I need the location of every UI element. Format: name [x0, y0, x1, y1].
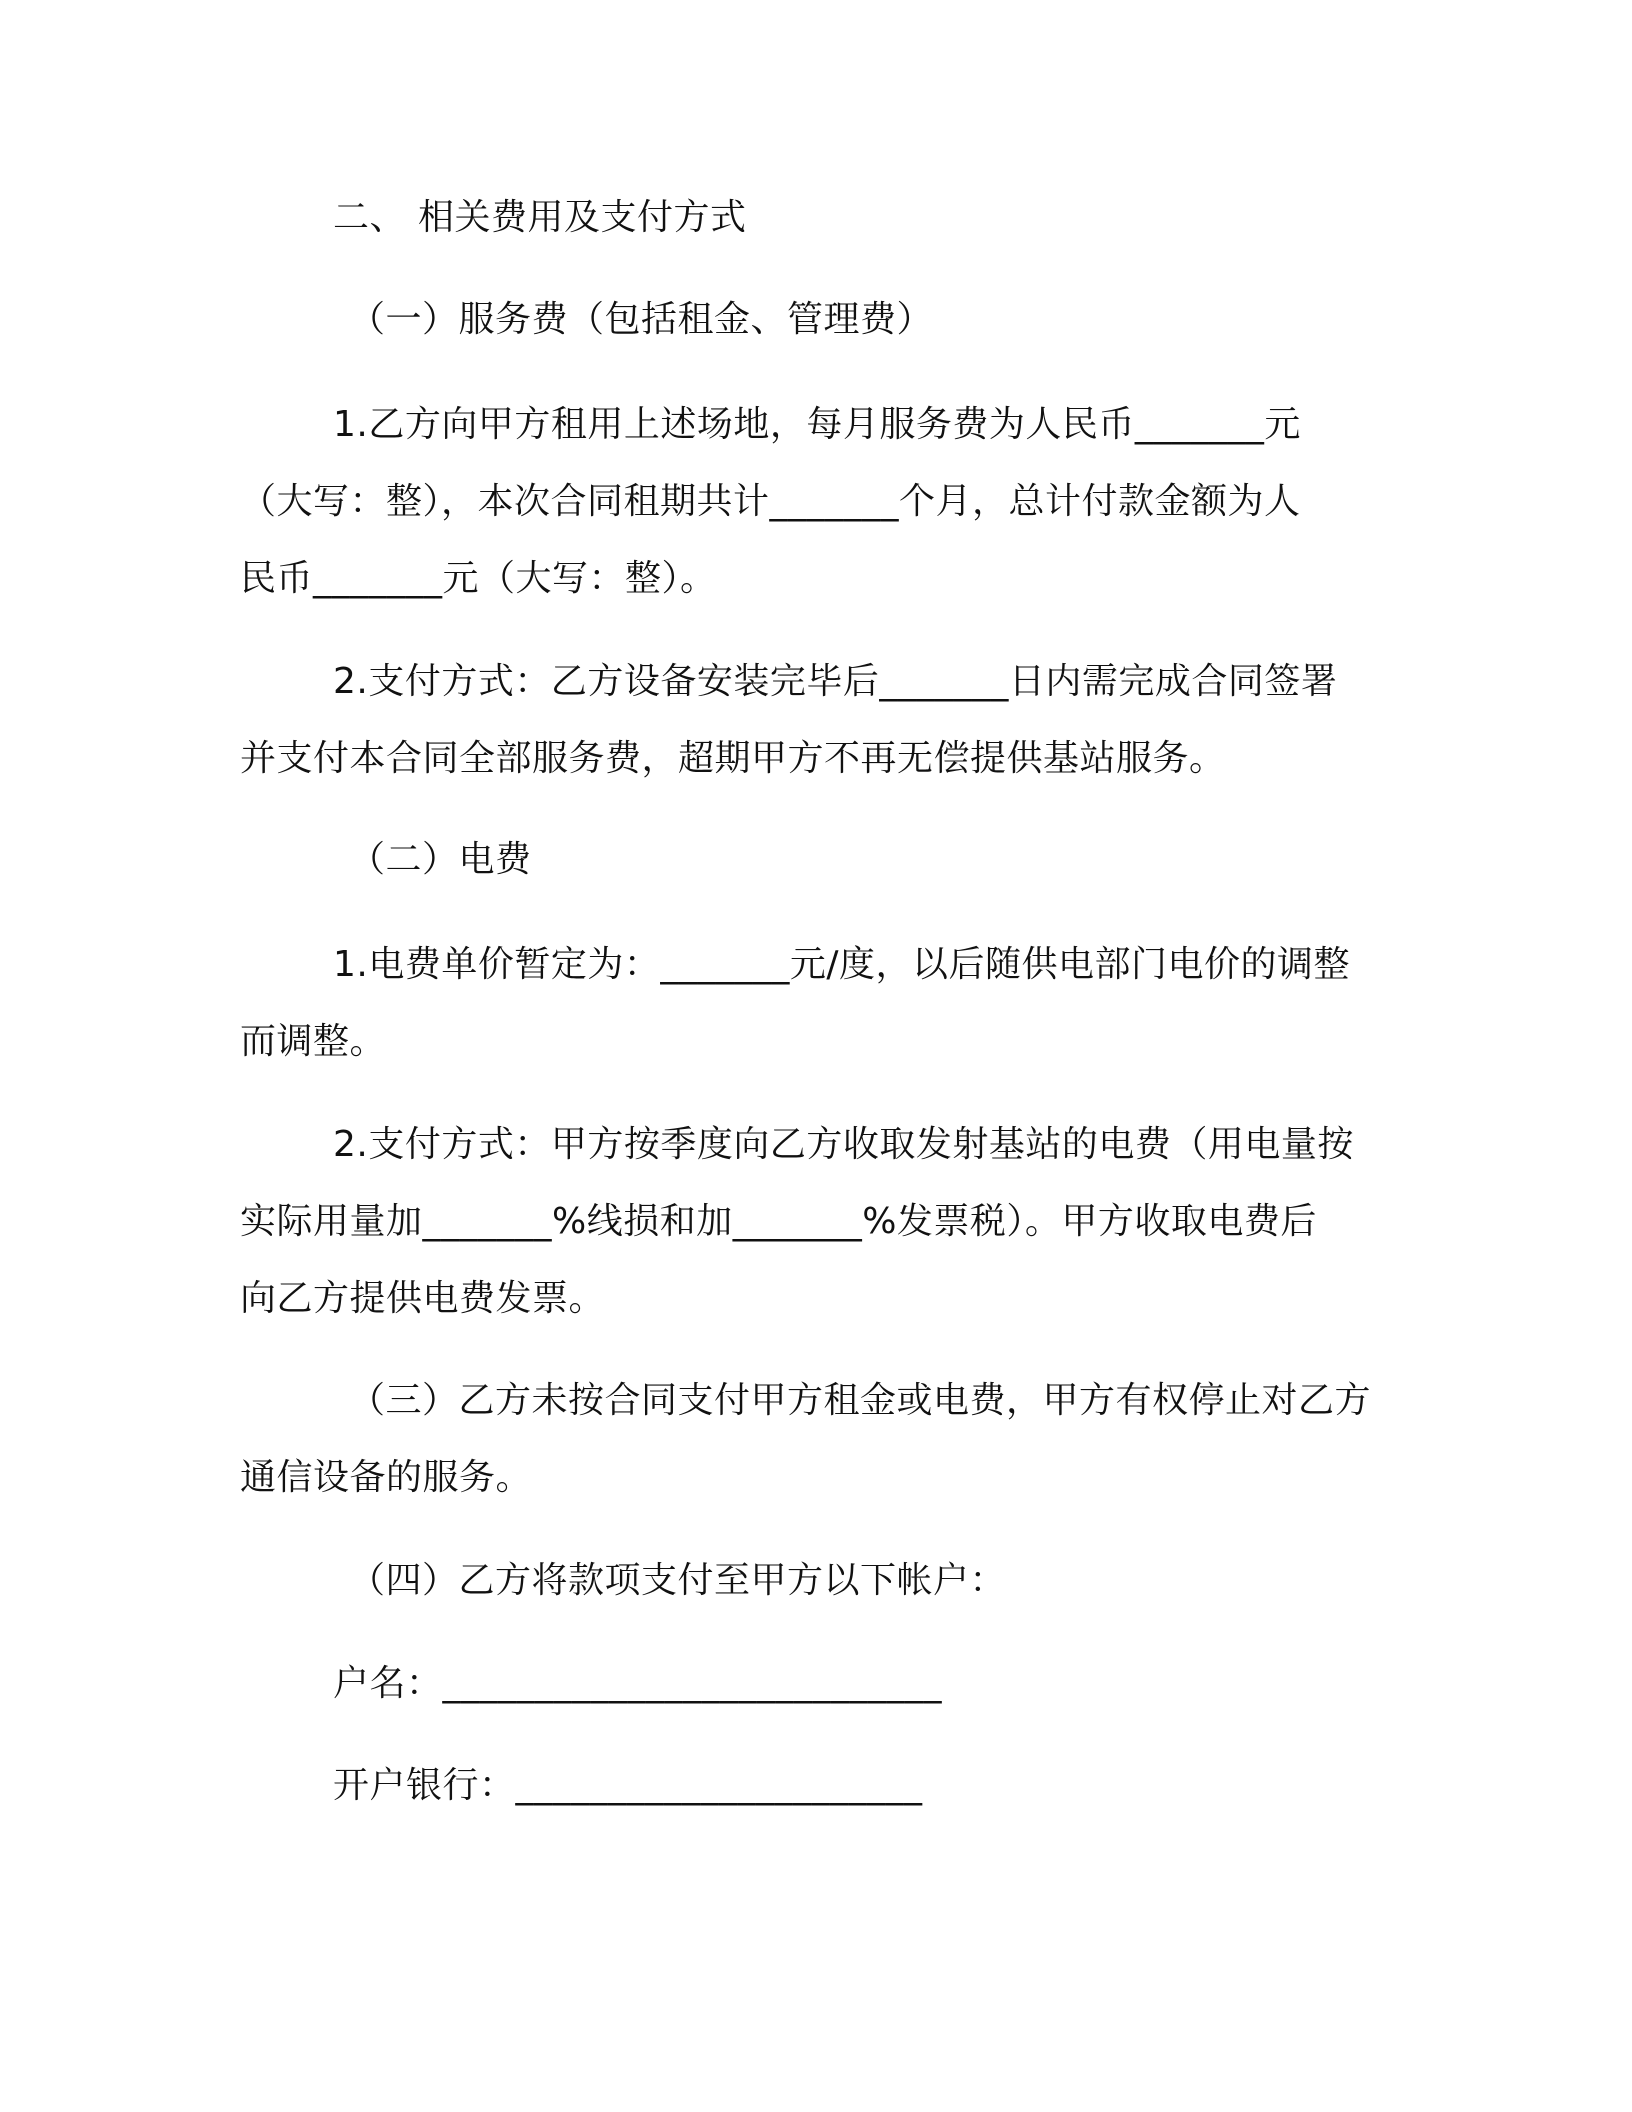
account-name-field: 户名：___________________________	[333, 1663, 943, 1704]
sub3-line1: （三）乙方未按合同支付甲方租金或电费，甲方有权停止对乙方	[349, 1380, 1372, 1421]
electricity-item2-line1: 2.支付方式：甲方按季度向乙方收取发射基站的电费（用电量按	[333, 1124, 1354, 1165]
sub3-line2: 通信设备的服务。	[240, 1457, 533, 1498]
electricity-item1-line1: 1.电费单价暂定为：_______元/度，以后随供电部门电价的调整	[333, 944, 1350, 985]
service-fee-item2-line1: 2.支付方式：乙方设备安装完毕后_______日内需完成合同签署	[333, 661, 1338, 702]
service-fee-item1-line2: （大写：整），本次合同租期共计_______个月，总计付款金额为人	[240, 481, 1301, 522]
subsection-title-electricity: （二）电费	[349, 839, 532, 880]
account-bank-field: 开户银行：______________________	[333, 1765, 923, 1806]
service-fee-item1-line1: 1.乙方向甲方租用上述场地，每月服务费为人民币_______元	[333, 404, 1301, 445]
electricity-item1-line2: 而调整。	[240, 1021, 387, 1062]
service-fee-item2-line2: 并支付本合同全部服务费，超期甲方不再无偿提供基站服务。	[240, 738, 1226, 779]
section-heading: 二、 相关费用及支付方式	[333, 197, 747, 238]
electricity-item2-line3: 向乙方提供电费发票。	[240, 1278, 606, 1319]
subsection-title-account: （四）乙方将款项支付至甲方以下帐户：	[349, 1560, 1007, 1601]
electricity-item2-line2: 实际用量加_______%线损和加_______%发票税）。甲方收取电费后	[240, 1201, 1317, 1242]
subsection-title-service-fee: （一）服务费（包括租金、管理费）	[349, 299, 934, 340]
service-fee-item1-line3: 民币_______元（大写：整）。	[240, 558, 717, 599]
